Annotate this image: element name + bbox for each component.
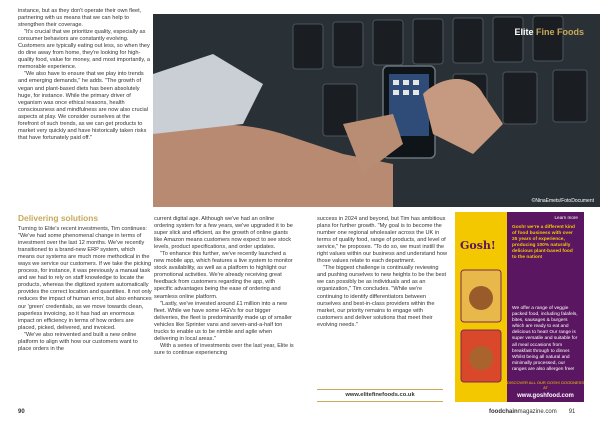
gosh-logo: Gosh! <box>460 239 496 252</box>
column-3 <box>317 216 449 329</box>
footer-domain: foodchainmagazine.com 91 <box>489 409 576 415</box>
website-link[interactable]: www.elitefinefoods.co.uk <box>317 389 443 402</box>
paragraph: With a series of investments over the last year, Elite is sure to continue experiencing <box>154 342 294 356</box>
section-heading: Delivering solutions <box>18 213 99 223</box>
paragraph: current digital age. Although we've had an online ordering system for a few years, we've upgraded it to be super slick and efficient, as the growth of online giants like Amazon means customers now expect to see stock levels, product specifications, and order updates. <box>154 216 293 251</box>
page-number-left: 90 <box>18 409 25 415</box>
column-1-top <box>18 8 152 142</box>
page-number-right: 91 <box>568 409 576 415</box>
ad-body: We offer a range of veggie packed food, including falafels, bites, sausages & burgers which are ready to eat and delicious to heat! Our range is super versatile and suitable for all meal occasions from breakfast through to dinner. Whilst being all natural and minimally processed, our ranges are also allergen free! <box>512 306 578 372</box>
paragraph: "The biggest challenge is continually reviewing and pushing ourselves to new heights to be the best we can possibly be as individuals and as an organization," Tim concludes. "While we're continuing to identify differentiators between ourselves and best-in-class providers within the market, our priority remains to engage with customers and deliver solutions that meet their evolving needs." <box>317 265 447 328</box>
paragraph: "To enhance this further, we've recently launched a new mobile app, which features a live system to monitor stock availability, as well as a platform to highlight our promotional activities. We're already receiving great feedback from customers regarding the app, with specific advantages being the ease of ordering and seamless online platform. <box>154 251 293 300</box>
ad-product-panel <box>455 212 507 402</box>
ad-discover-line: DISCOVER ALL OUR GOSH! GOODNESS AT <box>507 380 584 390</box>
paragraph: Turning to Elite's recent investments, Tim continues: "We've had some phenomenal change in terms of investment over the last 12 months. We've recently transitioned to a brand-new ERP system, which means our systems are much more methodical in the ways we service our customers. If we take the picking process, for instance, it was previously a manual task and we had to rely on staff knowledge to locate the products, whereas the digitized system automatically provides the correct location and quantities. It not only reduces the impact of human error, but also enhances our 'green' credentials, as we move towards clean, paperless invoicing, so it has had an enormous impact on efficiency in terms of how orders are placed, picked, delivered, and invoiced. <box>18 226 152 331</box>
paragraph: "It's crucial that we prioritize quality, especially as consumer behaviors are constantly evolving. Customers are typically eating out less, so when they do dine away from home, they're looking for high-quality food, value for money, and most importantly, a memorable experience. <box>18 29 150 71</box>
paragraph: success in 2024 and beyond, but Tim has ambitious plans for further growth. "My goal is to become the number one regional wholesaler across the UK in terms of quality food, range of products, and level of service," he proposes. "To do so, we must instill the right values within our business and understand how those values relate to each department. <box>317 216 447 265</box>
advertisement[interactable] <box>455 212 584 402</box>
paragraph: "Lastly, we've invested around £1 million into a new fleet. While we have some HGVs for our bigger deliveries, the fleet is predominantly made up of smaller vehicles like Sprinter vans and seven-and-a-half ton trucks to enable us to be nimble and agile when delivering in local areas." <box>154 300 293 342</box>
warehouse-scanners-illustration <box>153 14 600 207</box>
product-packs-illustration <box>455 212 507 402</box>
brand-logo: Elite Fine Foods <box>514 27 584 37</box>
paragraph: instance, but as they don't operate their own fleet, partnering with us means that we can help to strengthen their coverage. <box>18 8 142 29</box>
paragraph: "We've also reinvented and built a new online platform to align with how our customers want to place orders in the <box>18 331 138 352</box>
photo-credit: ©NinaEmets/FotoDocument <box>531 198 594 204</box>
feature-photo <box>153 14 600 207</box>
column-1-section <box>18 226 152 353</box>
column-2 <box>154 216 294 357</box>
paragraph: "We also have to ensure that we play into trends and emerging demands," he adds. "The growth of vegan and plant-based diets has been absolutely huge, for instance. While the primary driver of veganism was once ethical reasons, health consciousness and mindfulness are now also crucial aspects at play. We consider ourselves at the forefront of such trends, as we can get products to market very quickly and have historically taken risks that have fortunately paid off." <box>18 71 148 141</box>
ad-headline: Gosh! we're a different kind of food business with over 25 years of experience, producing 100% naturally delicious plant-based food to the nation! <box>512 225 575 261</box>
ad-website[interactable]: www.goshfood.com <box>517 393 574 399</box>
learn-more-link[interactable]: Learn more <box>554 215 578 220</box>
